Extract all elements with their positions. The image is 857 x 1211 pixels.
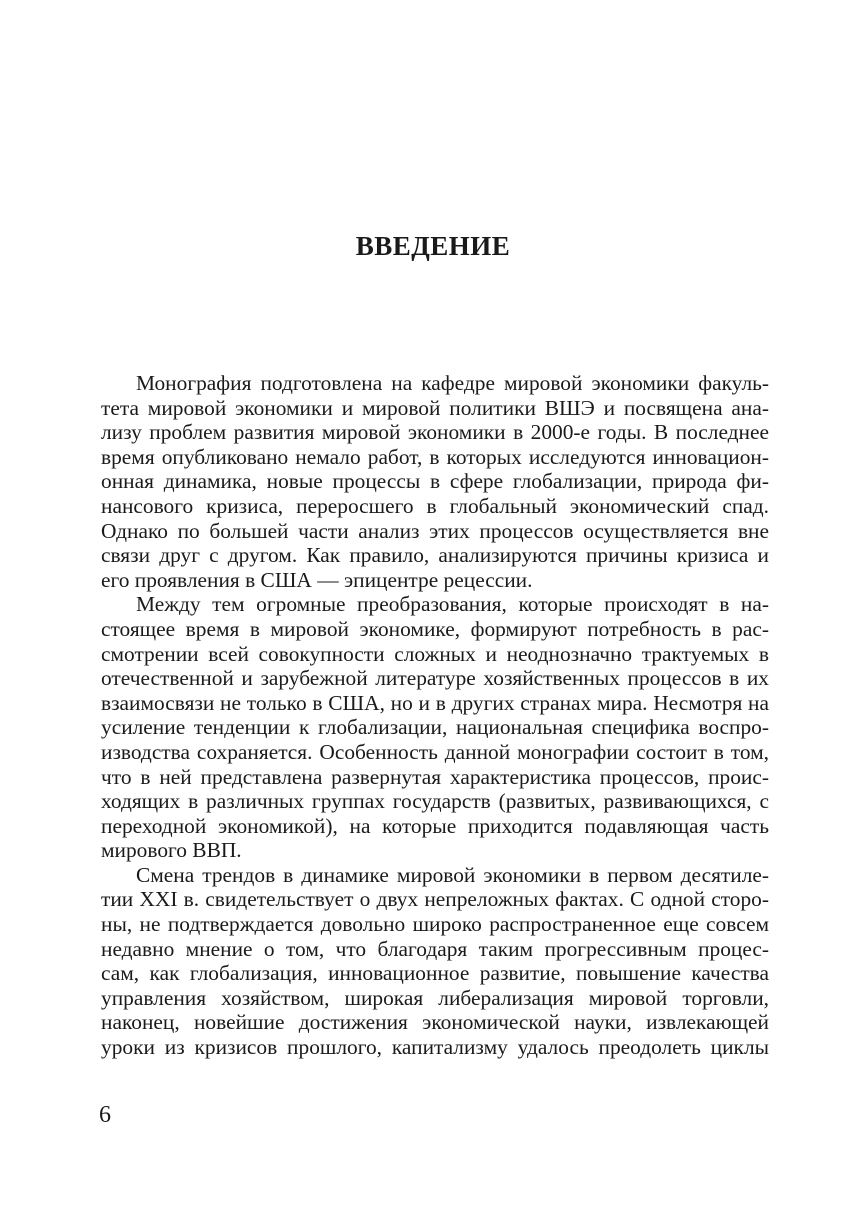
text-line: наконец, новейшие достижения экономической науки, извлекающей bbox=[101, 1010, 769, 1035]
text-line: мирового ВВП. bbox=[101, 838, 242, 863]
text-line: тета мировой экономики и мировой политики ВШЭ и посвящена ана- bbox=[101, 395, 769, 420]
text-line: связи друг с другом. Как правило, анализируются причины кризиса и bbox=[101, 543, 769, 568]
text-line: Однако по большей части анализ этих процессов осуществляется вне bbox=[101, 518, 769, 543]
text-line: изводства сохраняется. Особенность данной монографии состоит в том, bbox=[101, 739, 769, 764]
text-line: смотрении всей совокупности сложных и неоднозначно трактуемых в bbox=[101, 641, 769, 666]
text-line: Монография подготовлена на кафедре мировой экономики факуль- bbox=[136, 371, 769, 395]
body-text bbox=[101, 371, 769, 1060]
text-line: управления хозяйством, широкая либерализация мировой торговли, bbox=[101, 985, 769, 1010]
text-line: сам, как глобализация, инновационное развитие, повышение качества bbox=[101, 961, 769, 986]
text-line: недавно мнение о том, что благодаря таким прогрессивным процес- bbox=[101, 936, 769, 961]
text-line: ходящих в различных группах государств (развитых, развивающихся, с bbox=[101, 789, 769, 814]
text-line: онная динамика, новые процессы в сфере глобализации, природа фи- bbox=[101, 469, 769, 494]
text-line: уроки из кризисов прошлого, капитализму удалось преодолеть циклы bbox=[101, 1035, 769, 1060]
text-line: его проявления в США — эпицентре рецессии. bbox=[101, 567, 533, 592]
text-line: что в ней представлена развернутая характеристика процессов, проис- bbox=[101, 764, 769, 789]
text-line: взаимосвязи не только в США, но и в других странах мира. Несмотря на bbox=[101, 690, 769, 715]
text-line: Смена трендов в динамике мировой экономики в первом десятиле- bbox=[136, 862, 769, 887]
text-line: Между тем огромные преобразования, которые происходят в на- bbox=[136, 592, 769, 617]
text-line: усиление тенденции к глобализации, национальная специфика воспро- bbox=[101, 715, 769, 740]
text-line: отечественной и зарубежной литературе хозяйственных процессов в их bbox=[101, 666, 769, 691]
text-line: тии XXI в. свидетельствует о двух непреложных фактах. С одной сторо- bbox=[101, 887, 769, 912]
text-line: переходной экономикой), на которые приходится подавляющая часть bbox=[101, 813, 769, 838]
text-line: лизу проблем развития мировой экономики в 2000-е годы. В последнее bbox=[101, 420, 769, 445]
text-line: время опубликовано немало работ, в которых исследуются инновацион- bbox=[101, 444, 769, 469]
page-number: 6 bbox=[99, 1102, 111, 1128]
text-line: ны, не подтверждается довольно широко распространенное еще совсем bbox=[101, 912, 769, 937]
text-line: стоящее время в мировой экономике, формируют потребность в рас- bbox=[101, 616, 769, 641]
text-line: нансового кризиса, переросшего в глобальный экономический спад. bbox=[101, 493, 769, 518]
chapter-title: ВВЕДЕНИЕ bbox=[355, 231, 511, 261]
